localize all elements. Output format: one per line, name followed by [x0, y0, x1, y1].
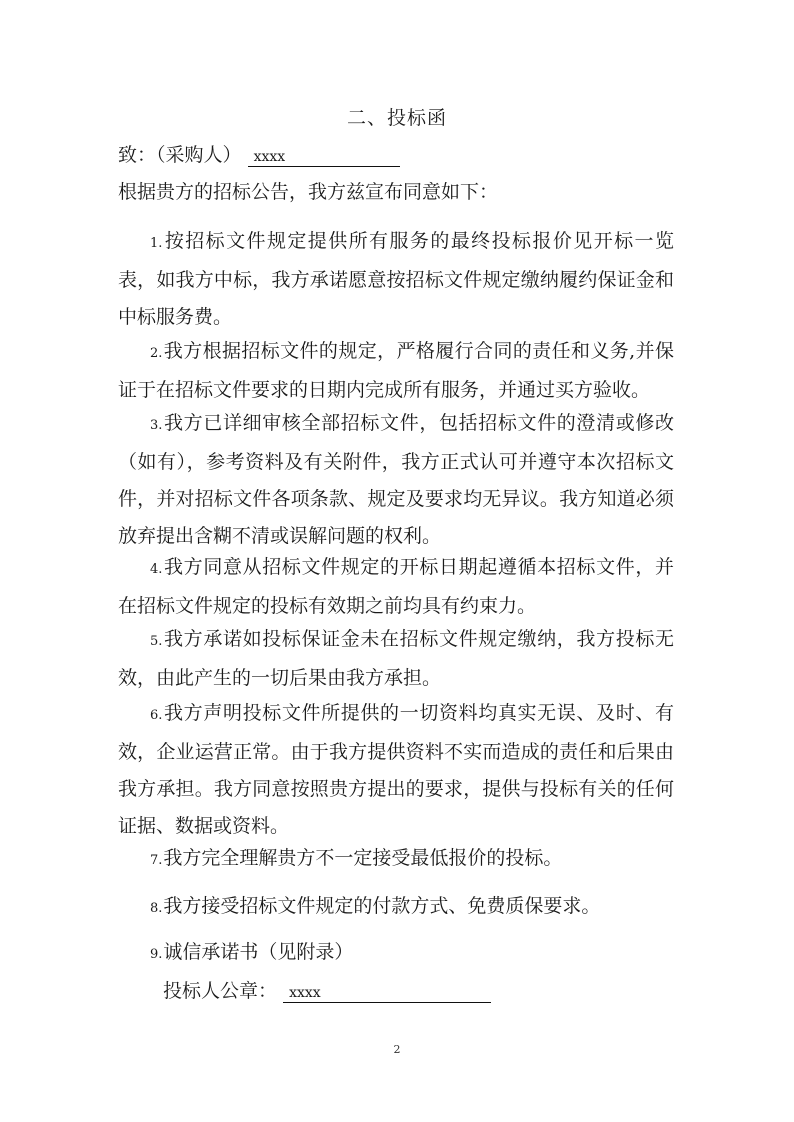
clause-number: 1. — [150, 236, 163, 251]
clause-text: 我方同意从招标文件规定的开标日期起遵循本招标文件，并在招标文件规定的投标有效期之前均具有约束力。 — [118, 556, 674, 617]
clause-number: 9. — [150, 947, 163, 962]
document-title: 二、投标函 — [346, 107, 447, 129]
clause-1 — [118, 223, 674, 336]
clause-number: 6. — [150, 708, 163, 723]
clause-number: 3. — [150, 418, 163, 433]
clause-number: 2. — [150, 346, 163, 361]
clause-number: 8. — [150, 901, 163, 916]
clause-text: 诚信承诺书（见附录） — [163, 941, 354, 963]
clause-number: 7. — [150, 853, 163, 868]
intro-text: 根据贵方的招标公告，我方兹宣布同意如下： — [118, 181, 499, 203]
addressee-line — [118, 140, 400, 167]
clause-text: 按招标文件规定提供所有服务的最终投标报价见开标一览表，如我方中标，我方承诺愿意按招标文件规定缴纳履约保证金和中标服务费。 — [118, 230, 674, 328]
clause-7 — [118, 840, 674, 879]
clause-text: 我方根据招标文件的规定，严格履行合同的责任和义务,并保证于在招标文件要求的日期内完成所有服务，并通过买方验收。 — [118, 340, 674, 401]
clause-number: 5. — [150, 634, 163, 649]
clause-5 — [118, 621, 674, 697]
clause-3 — [118, 405, 674, 555]
seal-value: xxxx — [283, 984, 491, 1003]
clause-text: 我方接受招标文件规定的付款方式、免费质保要求。 — [163, 895, 601, 917]
clause-text: 我方完全理解贵方不一定接受最低报价的投标。 — [163, 847, 563, 869]
clause-9 — [118, 934, 674, 973]
page-number: 2 — [393, 1043, 401, 1056]
clause-text: 我方声明投标文件所提供的一切资料均真实无误、及时、有效，企业运营正常。由于我方提供资料不实而造成的责任和后果由我方承担。我方同意按照贵方提出的要求，提供与投标有关的任何证据、数据或资料。 — [118, 702, 674, 837]
clause-6 — [118, 695, 674, 845]
clause-text: 我方已详细审核全部招标文件，包括招标文件的澄清或修改（如有），参考资料及有关附件，我方正式认可并遵守本次招标文件，并对招标文件各项条款、规定及要求均无异议。我方知道必须放弃提出含糊不清或误解问题的权利。 — [118, 412, 674, 547]
seal-line — [163, 976, 491, 1003]
addressee-value: xxxx — [248, 148, 400, 167]
seal-label: 投标人公章： — [163, 980, 278, 1002]
clause-2 — [118, 333, 674, 409]
clause-8 — [118, 888, 674, 927]
clause-4 — [118, 549, 674, 625]
addressee-label: 致：（采购人） — [118, 144, 242, 166]
clause-text: 我方承诺如投标保证金未在招标文件规定缴纳，我方投标无效，由此产生的一切后果由我方承担。 — [118, 628, 674, 689]
clause-number: 4. — [150, 562, 163, 577]
